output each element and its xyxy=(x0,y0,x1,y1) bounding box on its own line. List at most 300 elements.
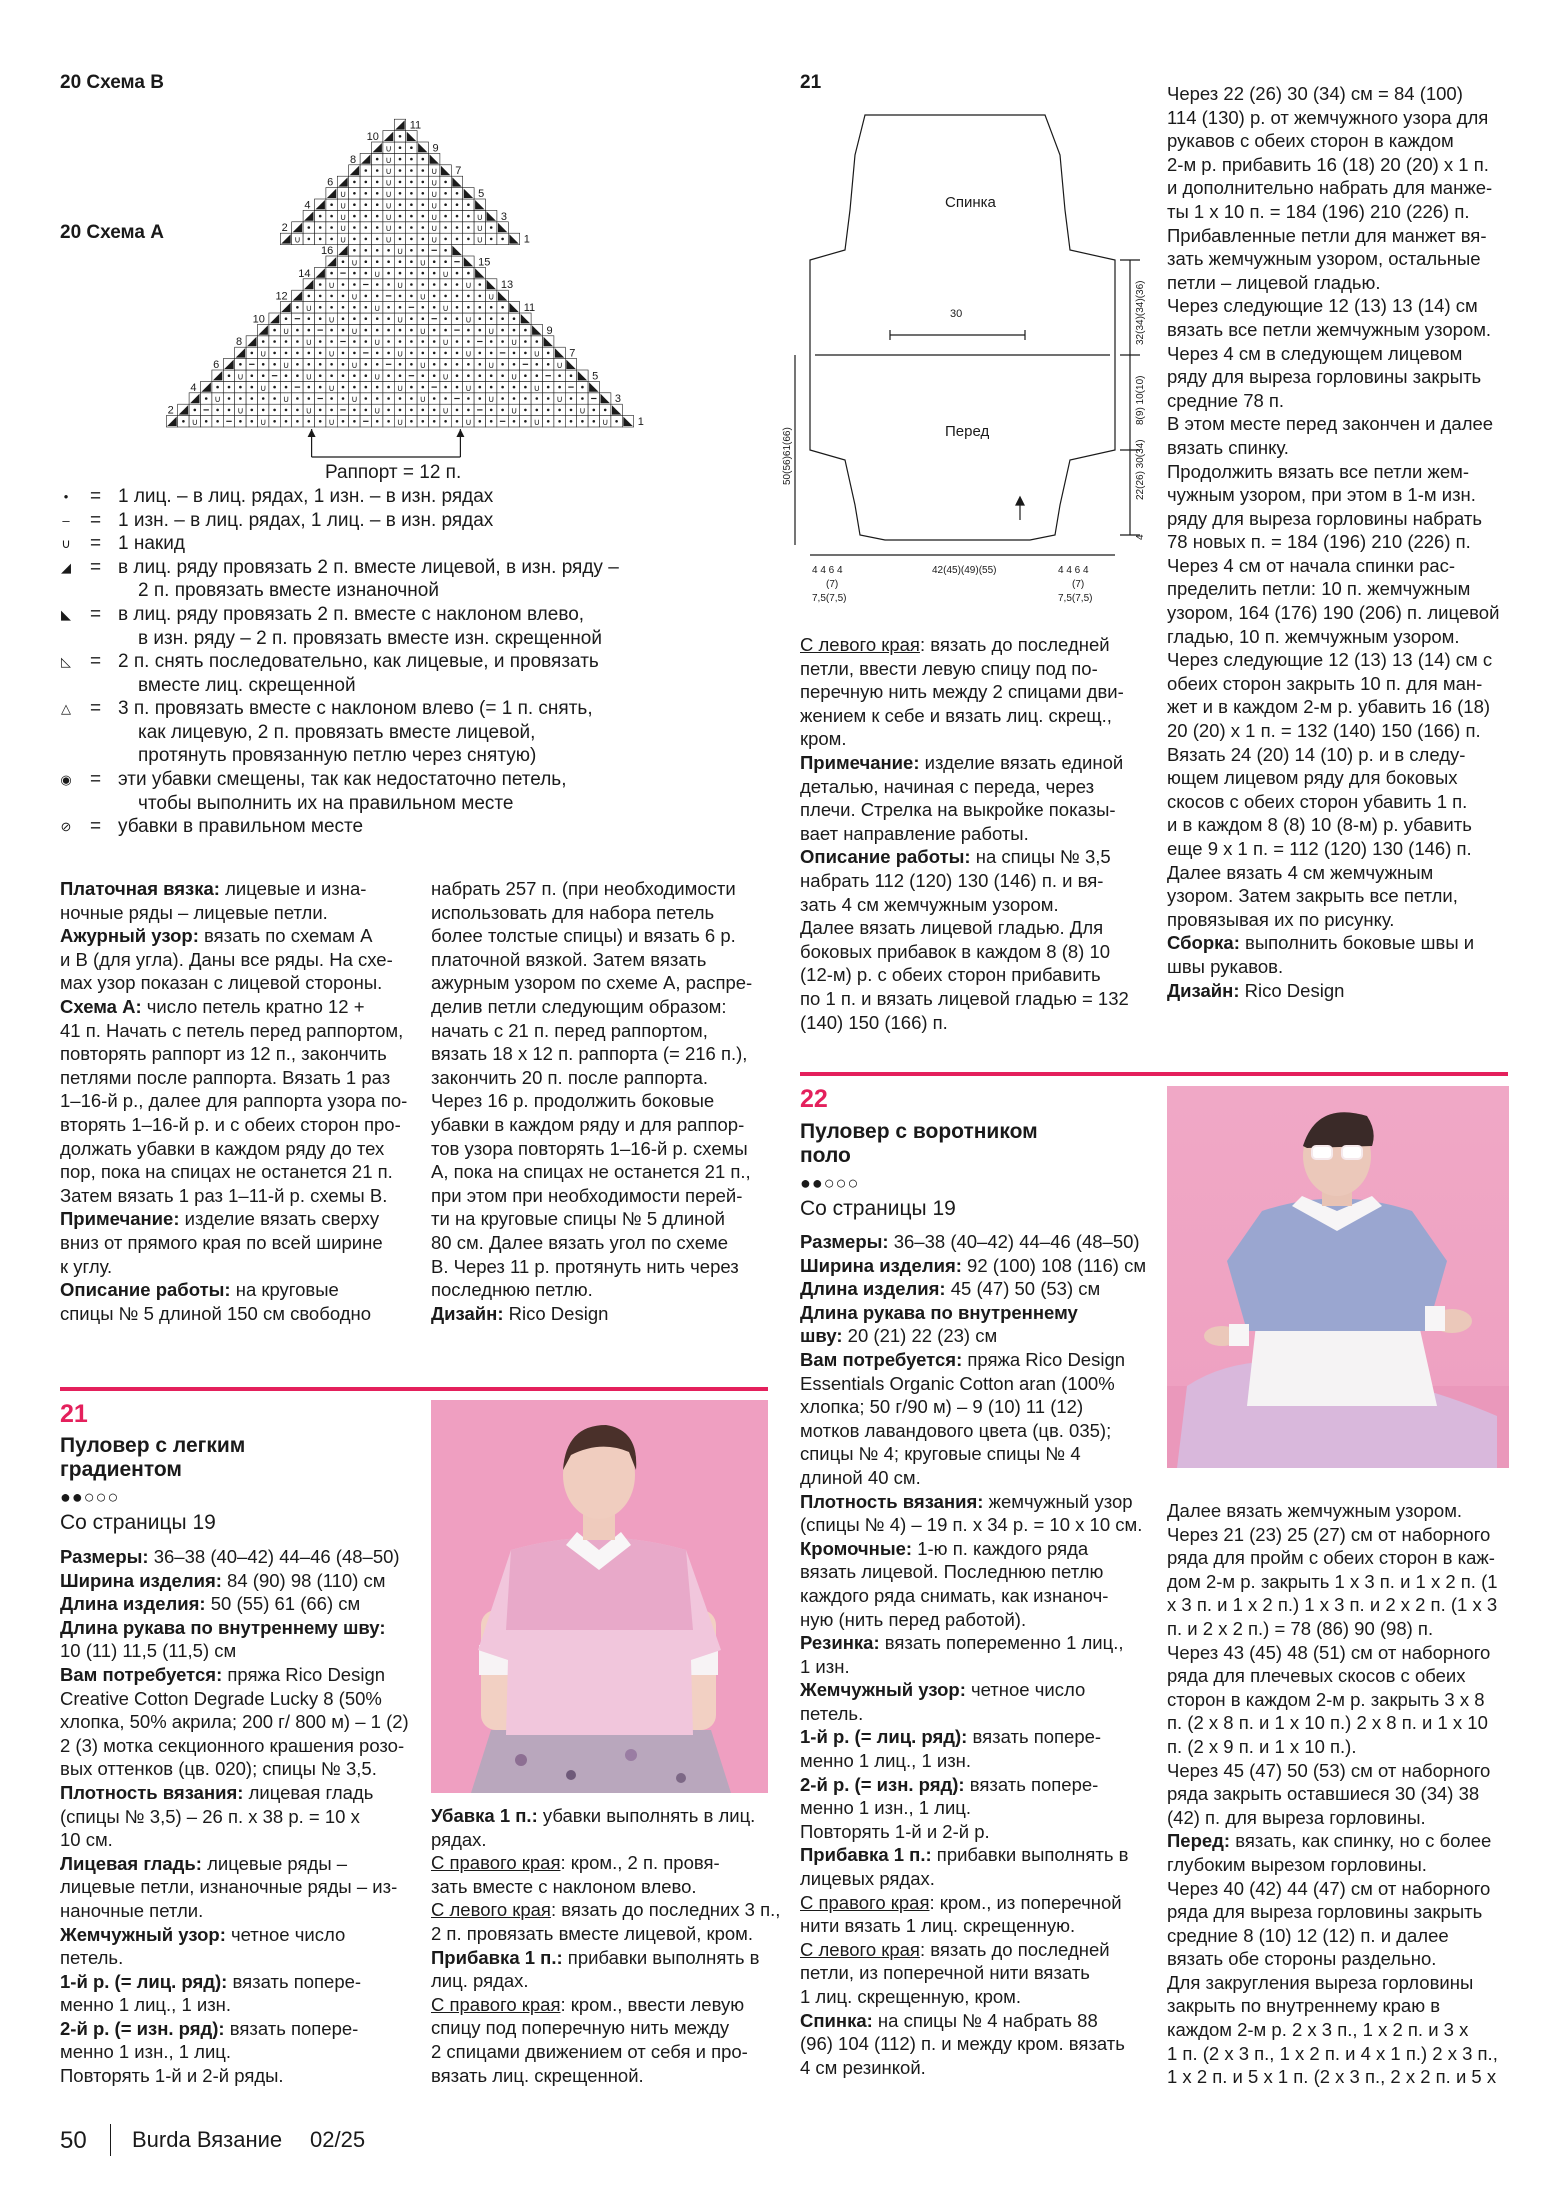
row-number-right: 1 xyxy=(637,416,644,428)
knit-mark xyxy=(524,420,527,423)
purl-mark xyxy=(500,421,505,422)
text-line xyxy=(800,1773,1160,1797)
text-line xyxy=(1167,1900,1537,1924)
text-segment: Примечание: xyxy=(60,1208,180,1230)
yarn-over-mark: ∪ xyxy=(259,349,267,360)
text-line xyxy=(1167,1688,1537,1712)
text-line xyxy=(800,1395,1160,1419)
text-line xyxy=(800,680,1160,704)
knit-mark xyxy=(387,260,390,263)
text-segment: Creative Cotton Degrade Lucky 8 (50% xyxy=(60,1687,382,1709)
knit-mark xyxy=(444,215,447,218)
text-segment: ряду для выреза горловины закрыть xyxy=(1167,366,1482,388)
purl-mark xyxy=(409,375,414,376)
yarn-over-mark: ∪ xyxy=(556,395,563,406)
text-segment: А, пока на спицах не останется 21 п., xyxy=(431,1161,751,1183)
text-segment: 1-й р. (= лиц. ряд): xyxy=(60,1970,228,1992)
legend-text xyxy=(118,697,758,768)
knit-mark xyxy=(228,397,231,400)
text-segment: Далее вязать лицевой гладью. Для xyxy=(800,917,1104,939)
knit-mark xyxy=(330,306,333,309)
text-segment: петель. xyxy=(60,1947,124,1969)
knit-mark xyxy=(376,329,379,332)
text-segment: : вязать до последних 3 п., xyxy=(550,1899,781,1921)
footer-issue: 02/25 xyxy=(310,2127,366,2152)
yarn-over-mark: ∪ xyxy=(430,167,438,178)
section-22-photo xyxy=(1167,1086,1509,1468)
knit-mark xyxy=(547,397,550,400)
knit-mark xyxy=(456,340,459,343)
knit-mark xyxy=(319,363,322,366)
knit-mark xyxy=(365,295,368,298)
knit-mark xyxy=(251,386,254,389)
text-line xyxy=(431,2040,791,2064)
text-segment: вязать попере- xyxy=(227,1970,362,1992)
text-segment: прибавки выполнять в xyxy=(562,1946,760,1968)
knit-mark xyxy=(501,363,504,366)
yarn-over-mark: ∪ xyxy=(259,383,267,394)
text-line xyxy=(60,1946,420,1970)
correct-decrease-icon: ⊘ xyxy=(60,819,72,835)
chart-title-b: 20 Схема В xyxy=(60,72,164,93)
legend-text xyxy=(118,485,758,509)
schematic-back-label: Спинка xyxy=(945,194,996,211)
text-line xyxy=(60,1616,420,1640)
knit-mark xyxy=(251,352,254,355)
text-segment: петли – лицевой гладью. xyxy=(1167,271,1381,293)
yarn-over-mark: ∪ xyxy=(556,361,563,371)
knit-mark xyxy=(410,329,413,332)
knit-mark xyxy=(456,352,459,355)
text-line xyxy=(800,751,1160,775)
knit-mark xyxy=(513,317,516,320)
text-segment: жением к себе и вязать лиц. скрещ., кром. xyxy=(800,704,1112,750)
yarn-over-mark: ∪ xyxy=(465,383,472,394)
knit-mark xyxy=(296,363,299,366)
knit-mark xyxy=(308,363,311,366)
knit-mark xyxy=(330,238,333,241)
knit-mark xyxy=(251,409,254,412)
knit-mark xyxy=(479,363,482,366)
purl-mark xyxy=(295,318,300,319)
yarn-over-mark: ∪ xyxy=(373,304,381,314)
ssk-icon: ◺ xyxy=(61,654,71,670)
knit-mark xyxy=(353,340,356,343)
yarn-over-mark: ∪ xyxy=(601,418,609,428)
text-segment: 4 см резинкой. xyxy=(800,2056,926,2078)
knit-mark xyxy=(251,397,254,400)
knit-mark xyxy=(456,226,459,229)
yarn-over-mark: ∪ xyxy=(339,201,347,212)
knit-mark xyxy=(547,386,550,389)
text-line xyxy=(1167,861,1537,885)
knit-mark xyxy=(490,238,493,241)
text-line xyxy=(60,1852,420,1876)
legend-text-line: в лиц. ряду провязать 2 п. вместе лицевой, в изн. ряду – xyxy=(118,556,619,578)
yarn-over-mark: ∪ xyxy=(465,315,472,326)
purl-mark xyxy=(477,341,482,342)
text-line xyxy=(60,1828,420,1852)
yarn-over-mark: ∪ xyxy=(487,395,495,406)
yarn-over-mark: ∪ xyxy=(385,144,392,155)
knit-mark xyxy=(308,386,311,389)
purl-mark xyxy=(363,421,368,422)
schematic-bottom-dim-2: 42(45)(49)(55) xyxy=(932,565,997,576)
yarn-over-mark: ∪ xyxy=(385,212,392,223)
text-line xyxy=(431,1969,791,1993)
schematic-front-label: Перед xyxy=(945,423,990,440)
knit-mark xyxy=(296,329,299,332)
purl-mark xyxy=(340,273,345,274)
text-segment: на круговые xyxy=(230,1279,339,1301)
purl-mark xyxy=(568,387,573,388)
text-line xyxy=(1167,294,1537,318)
knit-mark xyxy=(319,352,322,355)
schematic-bottom-dim-3: 4 4 6 4 xyxy=(1058,565,1089,576)
text-segment: Затем вязать 1 раз 1–11-й р. схемы В. xyxy=(60,1184,388,1206)
text-line xyxy=(1167,743,1537,767)
text-segment: Для закругления выреза горловины xyxy=(1167,1971,1474,1993)
section-22-title-line1: Пуловер с воротником xyxy=(800,1120,1038,1143)
text-line xyxy=(431,1851,791,1875)
text-segment: вязать спинку. xyxy=(1167,436,1289,458)
text-segment: спицы № 4; круговые спицы № 4 xyxy=(800,1443,1081,1465)
text-segment: Через 4 см в следующем лицевом xyxy=(1167,342,1463,364)
legend-text-line: 2 п. снять последовательно, как лицевые, и провязать xyxy=(118,651,599,673)
legend-equals: = xyxy=(90,533,102,555)
row-number-left: 8 xyxy=(349,153,357,166)
legend-text xyxy=(118,556,758,603)
text-segment: Убавка 1 п.: xyxy=(431,1805,538,1826)
knit-mark xyxy=(513,397,516,400)
knit-mark xyxy=(524,329,527,332)
chart-title-a: 20 Схема А xyxy=(60,222,164,243)
knit-mark xyxy=(467,295,470,298)
knit-mark xyxy=(410,158,413,161)
legend-equals: = xyxy=(90,769,102,791)
purl-mark xyxy=(523,364,528,365)
yarn-over-mark: ∪ xyxy=(419,292,427,303)
knit-mark xyxy=(422,306,425,309)
knit-mark xyxy=(353,272,356,275)
knit-mark xyxy=(524,374,527,377)
text-segment: вязать попеременно 1 лиц., xyxy=(879,1632,1124,1654)
yarn-over-mark: ∪ xyxy=(533,349,541,360)
knit-mark xyxy=(456,283,459,286)
text-segment: ночные ряды – лицевые петли. xyxy=(60,901,328,923)
knit-mark xyxy=(422,203,425,206)
legend-equals: = xyxy=(90,651,102,673)
purl-mark xyxy=(432,318,437,319)
text-line xyxy=(60,1757,420,1781)
legend-text-line: эти убавки смещены, так как недостаточно петель, xyxy=(118,769,567,791)
pullover-schematic xyxy=(782,95,1160,610)
knit-mark xyxy=(581,397,584,400)
text-line xyxy=(800,1725,1160,1749)
legend-text-line: вместе лиц. скрещенной xyxy=(138,674,356,696)
text-segment: тов узора повторять 1–16-й р. схемы xyxy=(431,1137,748,1159)
knit-mark xyxy=(501,374,504,377)
text-segment: 80 см. Далее вязать угол по схеме xyxy=(431,1231,728,1253)
text-segment: Ажурный узор: xyxy=(60,925,199,947)
legend-equals: = xyxy=(90,698,102,720)
text-line xyxy=(800,1537,1160,1561)
text-line xyxy=(60,1207,420,1231)
section-21-from: Со страницы 19 xyxy=(60,1511,216,1534)
knit-mark xyxy=(285,409,288,412)
knit-mark xyxy=(422,181,425,184)
text-line xyxy=(800,704,1160,751)
yarn-over-mark: ∪ xyxy=(533,383,541,394)
text-line xyxy=(800,1608,1160,1632)
knit-mark xyxy=(444,181,447,184)
knit-mark xyxy=(353,409,356,412)
text-segment: Через 43 (45) 48 (51) см от наборного xyxy=(1167,1641,1491,1663)
text-segment: Вязать 24 (20) 14 (10) р. и в следу- xyxy=(1167,743,1466,765)
purl-mark xyxy=(318,330,323,331)
text-segment: спицу под поперечную нить между xyxy=(431,2017,730,2039)
knit-mark xyxy=(365,340,368,343)
knit-mark xyxy=(330,340,333,343)
knit-mark xyxy=(296,306,299,309)
text-line xyxy=(60,1255,420,1279)
knit-mark xyxy=(467,409,470,412)
yarn-over-mark: ∪ xyxy=(396,315,404,326)
text-segment: (12-м) р. с обеих сторон прибавить xyxy=(800,964,1101,986)
text-segment: Жемчужный узор: xyxy=(800,1679,966,1701)
text-line xyxy=(800,1584,1160,1608)
text-segment: : кром., 2 п. провя- xyxy=(560,1852,720,1874)
knit-mark xyxy=(410,181,413,184)
text-line xyxy=(800,1442,1160,1466)
legend-text-line: чтобы выполнить их на правильном месте xyxy=(138,792,514,814)
knit-mark xyxy=(581,386,584,389)
text-line xyxy=(60,2064,420,2088)
text-line xyxy=(1167,719,1537,743)
text-segment: изделие вязать единой xyxy=(919,751,1124,773)
yarn-over-mark: ∪ xyxy=(305,372,313,383)
text-line xyxy=(1167,389,1537,413)
knit-mark xyxy=(513,386,516,389)
text-segment: и в каждом 8 (8) 10 (8-м) р. убавить xyxy=(1167,814,1472,836)
knit-mark xyxy=(410,386,413,389)
knit-mark xyxy=(479,295,482,298)
knit-mark xyxy=(308,420,311,423)
text-line xyxy=(431,948,801,972)
purl-mark xyxy=(454,398,459,399)
purl-mark xyxy=(454,330,459,331)
knit-mark xyxy=(558,386,561,389)
knit-mark xyxy=(376,363,379,366)
text-line xyxy=(800,963,1160,987)
legend-text-line: 3 п. провязать вместе с наклоном влево (= 1 п. снять, xyxy=(118,698,593,720)
knit-mark xyxy=(353,306,356,309)
text-line xyxy=(800,1277,1160,1301)
yarn-over-mark: ∪ xyxy=(442,269,449,280)
knit-mark xyxy=(342,329,345,332)
text-line xyxy=(1167,106,1537,130)
row-number-right: 5 xyxy=(592,370,599,383)
text-line xyxy=(800,1867,1160,1891)
knit-mark xyxy=(467,374,470,377)
knit-mark xyxy=(342,317,345,320)
yarn-over-mark: ∪ xyxy=(476,224,484,235)
row-number-right: 9 xyxy=(546,324,553,337)
text-segment: Повторять 1-й и 2-й р. xyxy=(800,1820,990,1842)
rapport-arrow xyxy=(308,429,316,437)
row-number-right: 15 xyxy=(478,256,491,269)
yarn-over-mark: ∪ xyxy=(419,395,427,406)
text-line xyxy=(1167,1806,1537,1830)
knit-mark xyxy=(501,409,504,412)
text-line xyxy=(431,1993,791,2017)
text-segment: наночные петли. xyxy=(60,1899,204,1921)
row-number-right: 1 xyxy=(523,233,530,246)
text-segment: Длина изделия: xyxy=(800,1278,946,1300)
yarn-over-mark: ∪ xyxy=(510,372,518,383)
row-number-left: 10 xyxy=(252,313,265,326)
text-segment: мотков лавандового цвета (цв. 035); xyxy=(800,1419,1112,1441)
text-line xyxy=(800,822,1160,846)
knit-mark xyxy=(513,363,516,366)
text-segment: 1-й р. (= лиц. ряд): xyxy=(800,1726,968,1748)
knit-mark xyxy=(353,374,356,377)
text-segment: С правого края xyxy=(431,1993,561,2015)
knit-mark xyxy=(399,226,402,229)
text-segment: вниз от прямого края по всей ширине xyxy=(60,1231,383,1253)
row-number-right: 3 xyxy=(614,393,622,406)
text-segment: зать вместе с наклоном влево. xyxy=(431,1875,697,1897)
knit-mark xyxy=(228,409,231,412)
text-segment: мах узор показан с лицевой стороны. xyxy=(60,972,383,994)
knit-mark xyxy=(467,272,470,275)
text-segment: 1 изн. xyxy=(800,1655,850,1677)
text-line xyxy=(431,1898,791,1922)
knit-mark xyxy=(353,192,356,195)
knit-mark xyxy=(410,295,413,298)
knit-mark xyxy=(319,386,322,389)
text-line xyxy=(800,1631,1160,1655)
text-segment: хлопка, 50% акрила; 200 г/ 800 м) – 1 (2) xyxy=(60,1711,409,1733)
knit-mark xyxy=(410,317,413,320)
knit-mark xyxy=(422,226,425,229)
knit-mark xyxy=(319,215,322,218)
knit-mark xyxy=(479,329,482,332)
text-segment: : кром., ввести левую xyxy=(560,1993,745,2015)
schematic-left-dim: 50(56)61(66) xyxy=(782,427,793,485)
knit-mark xyxy=(433,329,436,332)
knit-mark xyxy=(479,420,482,423)
text-line xyxy=(60,1923,420,1947)
yarn-over-mark: ∪ xyxy=(442,372,449,383)
text-segment: пряжа Rico Design xyxy=(222,1663,386,1685)
yarn-over-mark: ∪ xyxy=(282,361,290,371)
text-line xyxy=(1167,766,1537,790)
knit-mark xyxy=(273,409,276,412)
yarn-over-mark: ∪ xyxy=(487,292,495,303)
knit-mark xyxy=(330,295,333,298)
text-segment: п. (2 х 8 п. и 1 х 10 п.) 2 х 8 п. и 1 х 10 xyxy=(1167,1712,1488,1734)
purl-mark xyxy=(318,398,323,399)
yarn-over-mark: ∪ xyxy=(476,212,484,223)
text-segment: зать жемчужным узором, остальные xyxy=(1167,248,1481,270)
yarn-over-mark: ∪ xyxy=(237,406,244,417)
schematic-bottom-dim-5: 7,5(7,5) xyxy=(812,593,847,604)
text-segment: повторять раппорт из 12 п., закончить xyxy=(60,1043,387,1065)
yarn-over-mark: ∪ xyxy=(465,281,472,292)
text-line xyxy=(1167,1711,1537,1735)
text-segment: 1 лиц. скрещенную, кром. xyxy=(800,1986,1022,2007)
text-segment: ряда закрыть оставшиеся 30 (34) 38 xyxy=(1167,1783,1480,1805)
knit-mark xyxy=(308,397,311,400)
text-segment: рукавов с обеих сторон в каждом xyxy=(1167,130,1454,152)
schematic-right-dim-4: 4 xyxy=(1135,534,1146,540)
knit-mark xyxy=(410,352,413,355)
text-line xyxy=(1167,1641,1537,1665)
schematic-bottom-dim-1: 4 4 6 4 xyxy=(812,565,843,576)
text-segment: Через 40 (42) 44 (47) см от наборного xyxy=(1167,1877,1491,1899)
purl-mark xyxy=(477,409,482,410)
knit-mark xyxy=(365,226,368,229)
text-line xyxy=(431,1828,791,1852)
knit-mark xyxy=(342,306,345,309)
text-segment: средние 78 п. xyxy=(1167,389,1285,411)
text-line xyxy=(1167,412,1537,436)
text-segment: вязать попере- xyxy=(224,2017,359,2039)
knit-mark xyxy=(444,249,447,252)
text-line xyxy=(431,1255,801,1279)
section-21-title-line2: градиентом xyxy=(60,1458,182,1481)
text-segment: деталью, начиная с переда, через xyxy=(800,775,1095,797)
knit-mark xyxy=(479,283,482,286)
text-line xyxy=(1167,247,1537,271)
knit-mark xyxy=(615,420,618,423)
knit-mark xyxy=(228,386,231,389)
knit-mark xyxy=(399,181,402,184)
knit-mark xyxy=(456,203,459,206)
text-line xyxy=(431,1113,801,1137)
text-segment: набрать 112 (120) 130 (146) п. и вя- xyxy=(800,869,1104,891)
text-segment: п. (2 х 9 п. и 1 х 10 п.). xyxy=(1167,1735,1357,1757)
k2tog-icon: ◢ xyxy=(61,559,71,575)
text-line xyxy=(800,1985,1160,2009)
knit-mark xyxy=(376,295,379,298)
text-segment: Через 4 см от начала спинки рас- xyxy=(1167,554,1456,576)
schematic-label: 21 xyxy=(800,72,822,93)
text-line xyxy=(1167,1829,1537,1853)
knit-mark xyxy=(353,283,356,286)
text-line xyxy=(60,2017,420,2041)
text-segment: четное число xyxy=(965,1679,1086,1701)
text-segment: пряжа Rico Design xyxy=(962,1348,1126,1370)
knit-mark xyxy=(342,260,345,263)
text-segment: дом 2-м р. закрыть 1 х 3 п. и 1 х 2 п. (1 xyxy=(1167,1570,1498,1592)
knit-mark xyxy=(410,272,413,275)
schematic-bottom-dim-7: 7,5(7,5) xyxy=(1058,593,1093,604)
text-line xyxy=(431,1302,801,1326)
text-segment: менно 1 лиц., 1 изн. xyxy=(60,1994,232,2016)
text-segment: 41 п. Начать с петель перед раппортом, xyxy=(60,1019,404,1041)
purl-mark xyxy=(204,409,209,410)
knit-mark xyxy=(422,317,425,320)
text-segment: число петель кратно 12 + xyxy=(141,995,365,1017)
text-segment: 45 (47) 50 (53) см xyxy=(945,1278,1101,1300)
text-line xyxy=(1167,1853,1537,1877)
text-segment: вязать попере- xyxy=(964,1773,1099,1795)
text-line xyxy=(1167,955,1537,979)
legend-equals: = xyxy=(90,604,102,625)
text-segment: и В (для угла). Даны все ряды. На схе- xyxy=(60,948,393,970)
